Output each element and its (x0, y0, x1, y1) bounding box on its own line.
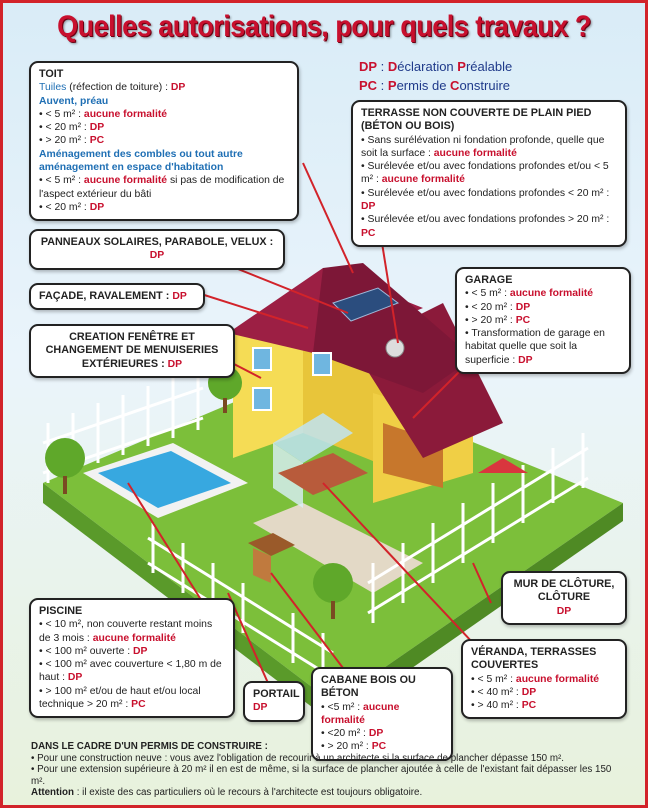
page-title: Quelles autorisations, pour quels travaux ? (57, 9, 591, 43)
box-facade: FAÇADE, RAVALEMENT : DP (29, 283, 205, 310)
box-cabane: CABANE BOIS OU BÉTON • <5 m² : aucune formalité • <20 m² : DP • > 20 m² : PC (311, 667, 453, 761)
architect-note: DANS LE CADRE D'UN PERMIS DE CONSTRUIRE : • Pour une construction neuve : vous avez l'obligation de recourir à un architecte si la surface de plancher dépasse 150 m². • Pour une extension supérieure à 20 m² il en est de même, si la surface de plancher ajoutée à celle de l'existant fait dépasser les 150 m². Attention : il existe des cas particuliers où le recours à l'architecte est toujours obligatoire. (31, 741, 612, 799)
box-portail: PORTAIL DP (243, 681, 305, 722)
box-panneaux: PANNEAUX SOLAIRES, PARABOLE, VELUX : DP (29, 229, 285, 270)
box-mur: MUR DE CLÔTURE, CLÔTURE DP (501, 571, 627, 625)
box-garage: GARAGE • < 5 m² : aucune formalité • < 20 m² : DP • > 20 m² : PC • Transformation de garage en habitat quelle que soit la superficie : DP (455, 267, 631, 374)
box-veranda: VÉRANDA, TERRASSES COUVERTES • < 5 m² : aucune formalité • < 40 m² : DP • > 40 m² : PC (461, 639, 627, 719)
legend-dp: DP : Déclaration Préalable (359, 59, 513, 74)
toit-tuiles: Tuiles (réfection de toiture) : DP (39, 82, 186, 94)
box-piscine: PISCINE • < 10 m², non couverte restant moins de 3 mois : aucune formalité • < 100 m² ouverte : DP • < 100 m² avec couverture < 1,80 m de haut : DP • > 100 m² et/ou de haut et/ou local technique > 20 m² : PC (29, 598, 235, 718)
legend (359, 57, 512, 95)
box-toit: TOIT Tuiles (réfection de toiture) : DP Auvent, préau • < 5 m² : aucune formalité • < 20 m² : DP • > 20 m² : PC Aménagement des combles ou tout autre aménagement en espace d'habitation • < 5 m² : aucune formalité si pas de modification de l'aspect extérieur du bâti • < 20 m² : DP (29, 61, 299, 221)
legend-pc: PC : Permis de Construire (359, 78, 511, 93)
box-terrasse: TERRASSE NON COUVERTE DE PLAIN PIED (BÉTON OU BOIS) • Sans surélévation ni fondation profonde, quelle que soit la surface : aucune formalité • Surélevée et/ou avec fondations profondes et/ou < 5 m² : aucune formalité • Surélevée et/ou avec fondations profondes < 20 m² : DP • Surélevée et/ou avec fondations profondes > 20 m² : PC (351, 100, 627, 247)
box-fenetre: CREATION FENÊTRE ET CHANGEMENT DE MENUISERIES EXTÉRIEURES : DP (29, 324, 235, 378)
